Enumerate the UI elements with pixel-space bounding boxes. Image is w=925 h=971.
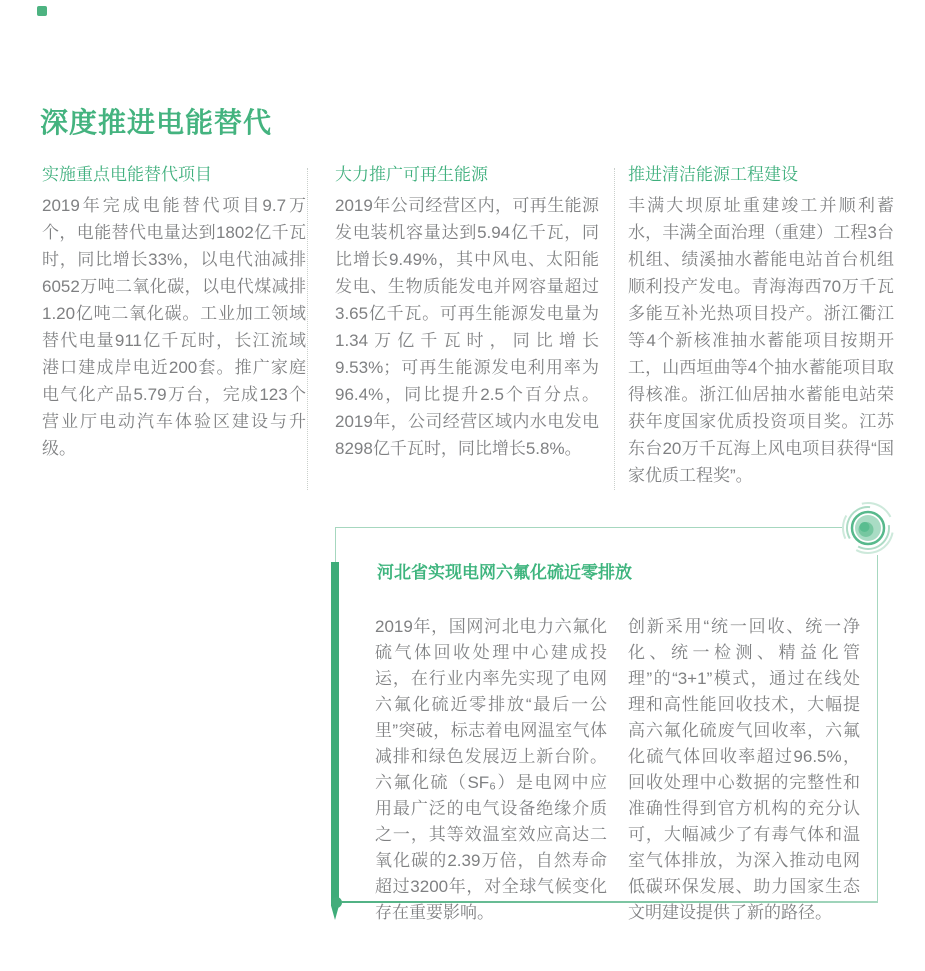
column-heading: 实施重点电能替代项目 [42, 165, 212, 184]
column-divider [614, 168, 615, 490]
box-border-right [877, 555, 878, 901]
corner-accent-square [37, 6, 47, 16]
box-border-top [335, 527, 842, 528]
column-renewable-energy [335, 163, 599, 462]
column-electric-substitution [42, 163, 306, 462]
page-title: 深度推进电能替代 [40, 106, 273, 138]
column-divider [307, 168, 308, 490]
column-body: 2019年完成电能替代项目9.7万个，电能替代电量达到1802亿千瓦时，同比增长33%，以电代油减排6052万吨二氧化碳，以电代煤减排1.20亿吨二氧化碳。工业加工领域替代电量911亿千瓦时，长江流域港口建成岸电近200套。推广家庭电气化产品5.79万台，完成123个营业厅电动汽车体验区建设与升级。 [42, 196, 306, 458]
column-heading: 大力推广可再生能源 [335, 165, 488, 184]
leaf-circle-icon [840, 500, 896, 556]
column-heading: 推进清洁能源工程建设 [628, 165, 798, 184]
column-clean-energy-projects [628, 163, 894, 489]
case-study-right-column: 创新采用“统一回收、统一净化、统一检测、精益化管理”的“3+1”模式，通过在线处理和高性能回收技术，大幅提高六氟化硫废气回收率，六氟化硫气体回收率超过96.5%，回收处理中心数据的完整性和准确性得到官方机构的充分认可，大幅减少了有毒气体和温室气体排放，为深入推动电网低碳环保发展、助力国家生态文明建设提供了新的路径。 [628, 617, 860, 922]
column-body: 丰满大坝原址重建竣工并顺利蓄水，丰满全面治理（重建）工程3台机组、绩溪抽水蓄能电站首台机组顺利投产发电。青海海西70万千瓦多能互补光热项目投产。浙江衢江等4个新核准抽水蓄能项目按期开工，山西垣曲等4个抽水蓄能项目取得核准。浙江仙居抽水蓄能电站荣获年度国家优质投资项目奖。江苏东台20万千瓦海上风电项目获得“国家优质工程奖”。 [628, 196, 894, 485]
case-study-box [331, 527, 878, 922]
box-accent-bar [331, 562, 339, 920]
case-study-title: 河北省实现电网六氟化硫近零排放 [377, 563, 632, 582]
case-study-left-column: 2019年，国网河北电力六氟化硫气体回收处理中心建成投运，在行业内率先实现了电网六氟化硫近零排放“最后一公里”突破，标志着电网温室气体减排和绿色发展迈上新台阶。六氟化硫（SF₆）是电网中应用最广泛的电气设备绝缘介质之一，其等效温室效应高达二氧化碳的2.39万倍，自然寿命超过3200年，对全球气候变化存在重要影响。 [375, 617, 607, 922]
column-body: 2019年公司经营区内，可再生能源发电装机容量达到5.94亿千瓦，同比增长9.49%，其中风电、太阳能发电、生物质能发电并网容量超过3.65亿千瓦。可再生能源发电量为1.34万亿千瓦时，同比增长9.53%；可再生能源发电利用率为96.4%，同比提升2.5个百分点。2019年，公司经营区域内水电发电8298亿千瓦时，同比增长5.8%。 [335, 196, 599, 458]
